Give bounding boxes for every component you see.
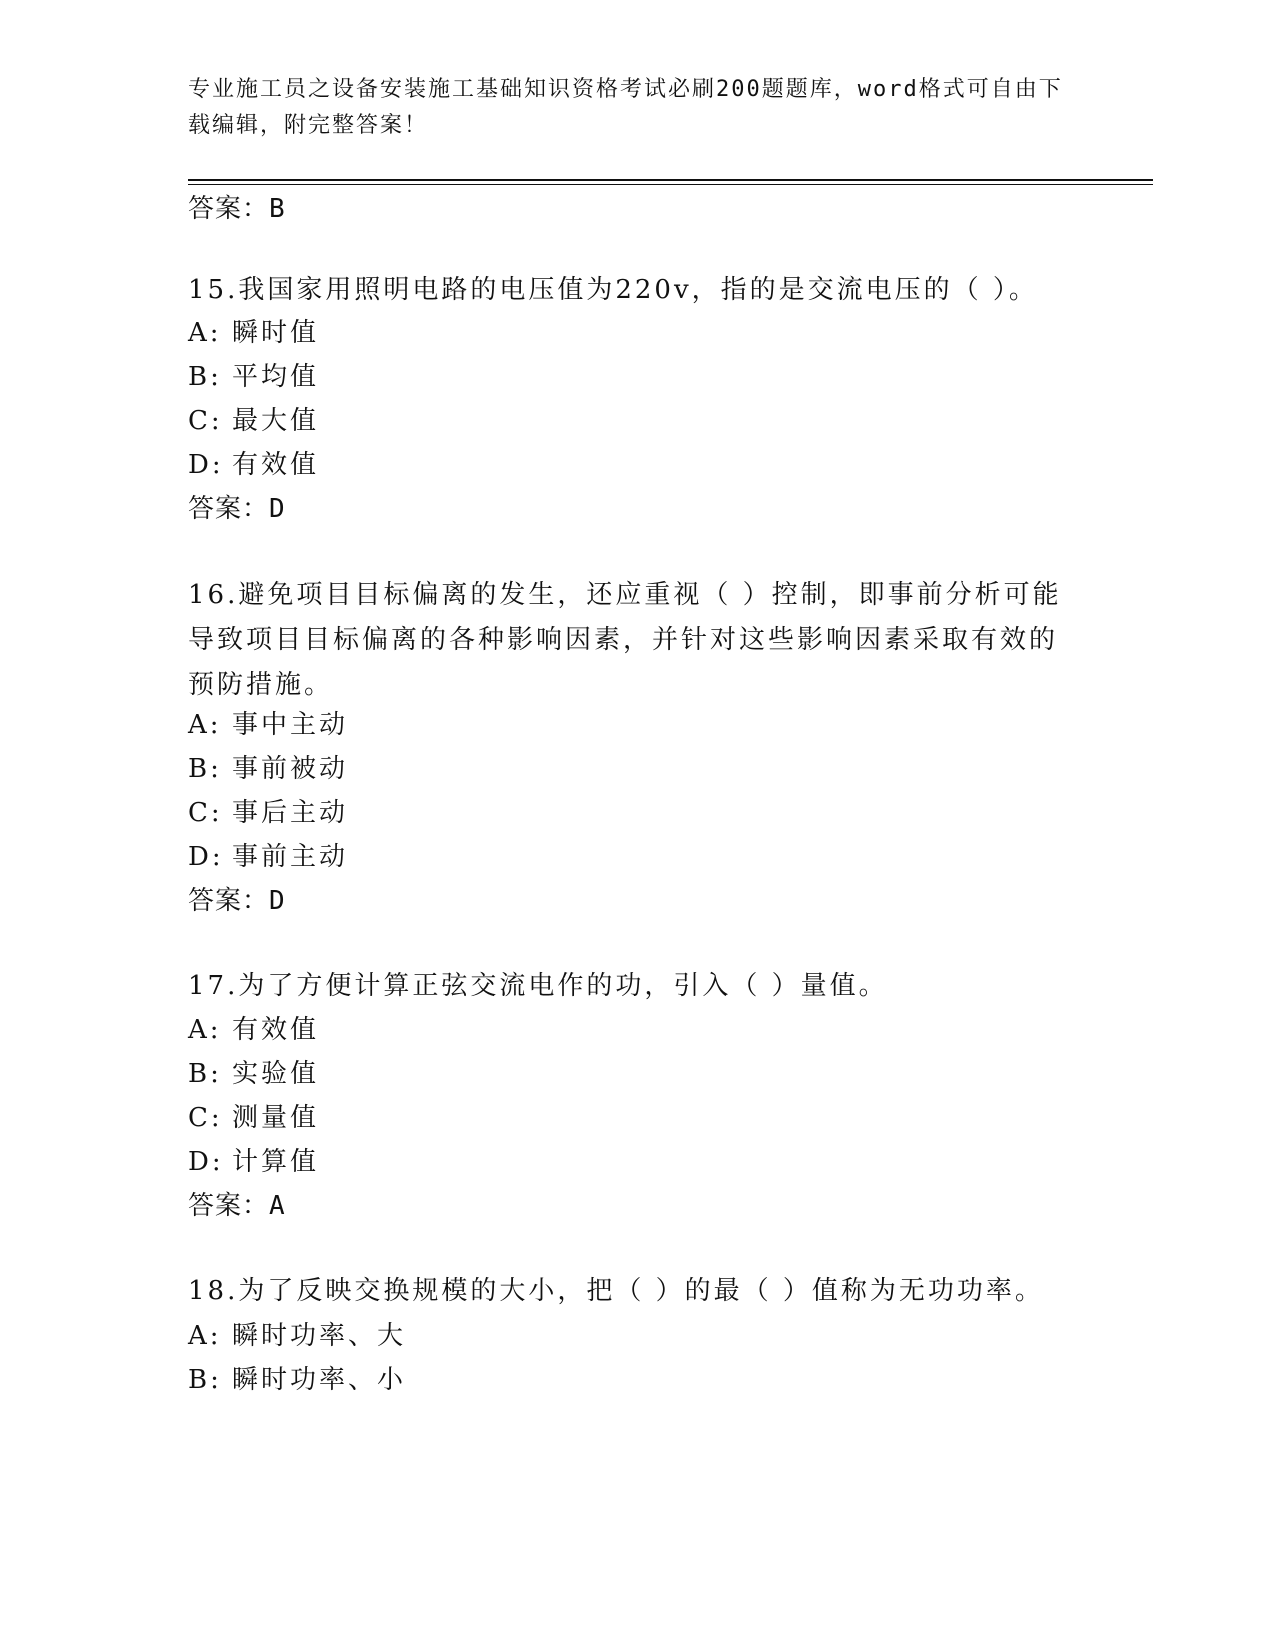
option-a: [188, 708, 348, 742]
option-text: 有效值: [232, 450, 320, 480]
question-stem: 15.我国家用照明电路的电压值为220v，指的是交流电压的（ ）。: [188, 275, 1038, 305]
option-letter: B:: [188, 754, 222, 784]
option-letter: C:: [188, 406, 223, 436]
option-letter: D:: [188, 1147, 224, 1177]
question-stem: 16.避免项目目标偏离的发生，还应重视（ ）控制，即事前分析可能导致项目目标偏离的各种影响因素，并针对这些影响因素采取有效的预防措施。: [188, 580, 1062, 700]
option-text: 瞬时功率、小: [232, 1365, 407, 1395]
option-letter: C:: [188, 1103, 223, 1133]
option-b: [188, 1057, 319, 1091]
option-letter: B:: [188, 1059, 222, 1089]
option-letter: B:: [188, 362, 222, 392]
option-c: [188, 404, 319, 438]
question-stem: 17.为了方便计算正弦交流电作的功，引入（ ）量值。: [188, 971, 888, 1001]
option-letter: D:: [188, 450, 224, 480]
option-letter: B:: [188, 1365, 222, 1395]
option-letter: A:: [188, 318, 222, 348]
option-b: [188, 360, 319, 394]
option-c: [188, 796, 348, 830]
header-divider-thin: [188, 184, 1153, 185]
option-b: [188, 1363, 406, 1397]
document-header-title: 专业施工员之设备安装施工基础知识资格考试必刷200题题库，word格式可自由下载编辑，附完整答案！: [188, 77, 1063, 138]
option-text: 平均值: [232, 362, 320, 392]
answer-line: 答案：D: [188, 494, 286, 524]
option-letter: A:: [188, 1321, 222, 1351]
option-a: [188, 1013, 319, 1047]
option-letter: A:: [188, 710, 222, 740]
option-text: 实验值: [232, 1059, 320, 1089]
answer-line: 答案：A: [188, 1191, 286, 1221]
option-text: 瞬时值: [232, 318, 320, 348]
option-letter: C:: [188, 798, 223, 828]
question-stem: 18.为了反映交换规模的大小，把（ ）的最（ ）值称为无功功率。: [188, 1276, 1044, 1306]
option-text: 计算值: [232, 1147, 320, 1177]
option-b: [188, 752, 348, 786]
option-letter: A:: [188, 1015, 222, 1045]
option-d: [188, 1145, 319, 1179]
answer-line: 答案：D: [188, 886, 286, 916]
option-text: 事中主动: [232, 710, 349, 740]
option-text: 事前被动: [232, 754, 349, 784]
option-a: [188, 1319, 406, 1353]
option-text: 最大值: [232, 406, 320, 436]
answer-line: 答案：B: [188, 194, 286, 224]
option-d: [188, 448, 319, 482]
option-text: 测量值: [232, 1103, 320, 1133]
option-letter: D:: [188, 842, 224, 872]
option-d: [188, 840, 348, 874]
option-text: 事前主动: [232, 842, 349, 872]
option-text: 有效值: [232, 1015, 320, 1045]
option-c: [188, 1101, 319, 1135]
option-text: 事后主动: [232, 798, 349, 828]
header-divider-thick: [188, 179, 1153, 181]
option-a: [188, 316, 319, 350]
option-text: 瞬时功率、大: [232, 1321, 407, 1351]
